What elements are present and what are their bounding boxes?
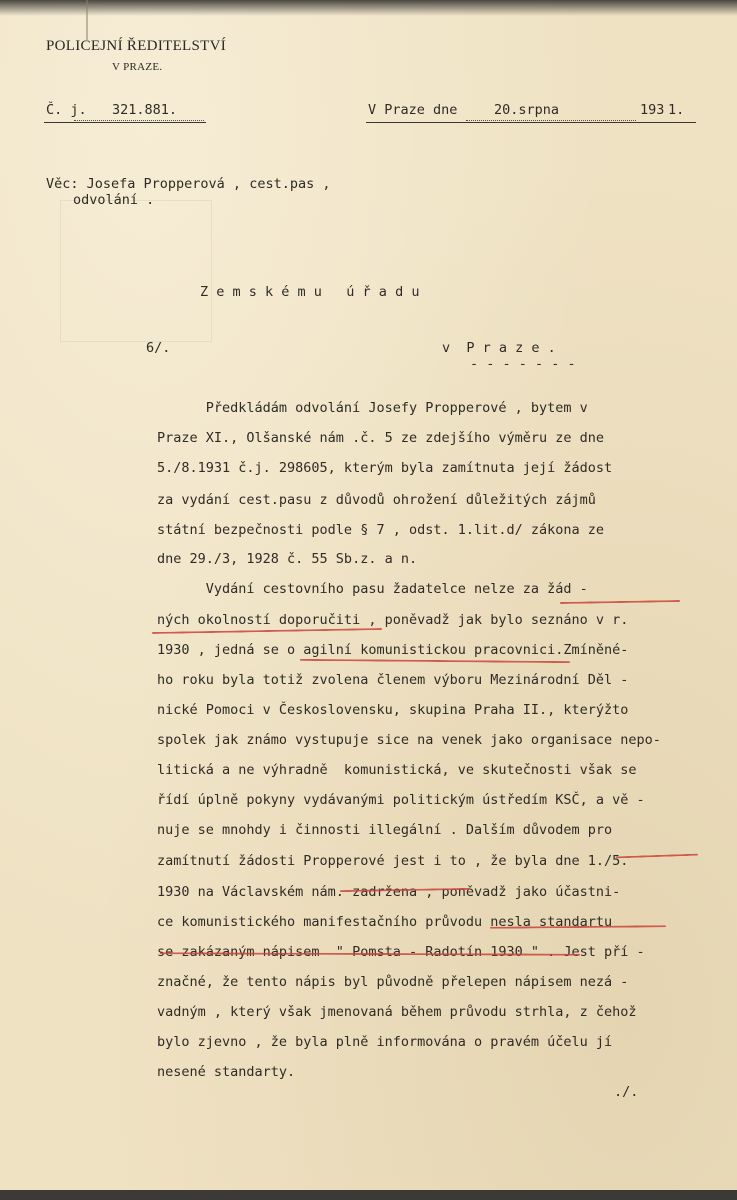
body-text-line: ho roku byla totiž zvolena členem výboru Mezinárodní Děl - [157,672,629,688]
body-text-line: dne 29./3, 1928 č. 55 Sb.z. a n. [157,551,418,567]
body-text-line: značné, že tento nápis byl původně přelepen nápisem nezá - [157,974,629,990]
body-text-line: 1930 na Václavském nám. zadržena , poněvadž jako účastni- [157,884,621,900]
addressee-name: Z e m s k é m u ú ř a d u [200,284,420,300]
page-top-shadow [0,0,737,16]
body-text-line: nické Pomoci v Československu, skupina Praha II., kterýžto [157,702,629,718]
page-continuation-mark: ./. [614,1084,639,1100]
red-underline [560,600,680,604]
faded-stamp-mark [60,200,212,342]
addressee-city-dashes: - - - - - - - [470,356,576,372]
body-text-line: Předkládám odvolání Josefy Propperové , bytem v [157,400,588,416]
body-text-line: 5./8.1931 č.j. 298605, kterým byla zamítnuta její žádost [157,460,613,476]
body-text-line: nesené standarty. [157,1064,296,1080]
reference-underline [44,122,206,123]
body-text-line: bylo zjevno , že byla plně informována o pravém účelu jí [157,1034,613,1050]
body-text-line: státní bezpečnosti podle § 7 , odst. 1.lit.d/ zákona ze [157,522,605,538]
reference-number: 321.881. [112,102,178,118]
body-text-line: Praze XI., Olšanské nám .č. 5 ze zdejšího výměru ze dne [157,430,605,446]
reference-prefix: Č. j. [46,102,87,118]
body-text-line: zamítnutí žádosti Propperové jest i to , že byla dne 1./5. [157,853,629,869]
red-underline [152,628,382,634]
body-text-line: ných okolností doporučiti , poněvadž jak bylo seznáno v r. [157,612,629,628]
body-text-line: nuje se mnohdy i činnosti illegální . Dalším důvodem pro [157,822,613,838]
date-place-label: V Praze dne [368,102,458,118]
reference-dotted-line [74,120,204,121]
date-underline [366,122,696,123]
office-heading: POLICEJNÍ ŘEDITELSTVÍ [46,38,227,54]
date-dotted-line [466,120,636,121]
date-day-month: 20.srpna [494,102,560,118]
body-text-line: spolek jak známo vystupuje sice na venek jako organisace nepo- [157,732,661,748]
office-city: V PRAZE. [112,61,163,73]
body-text-line: za vydání cest.pasu z důvodů ohrožení důležitých zájmů [157,492,596,508]
page-bottom-edge [0,1190,737,1200]
body-text-line: 1930 , jedná se o agilní komunistickou pracovnici.Zmíněné- [157,642,629,658]
date-year-suffix: 1. [668,102,685,118]
date-year-prefix: 193 [640,102,665,118]
body-text-line: Vydání cestovního pasu žadatelce nelze za žád - [157,581,588,597]
body-text-line: vadným , který však jmenovaná během průvodu strhla, z čehož [157,1004,637,1020]
body-text-line: ce komunistického manifestačního průvodu nesla standartu [157,914,613,930]
body-text-line: litická a ne výhradně komunistická, ve skutečnosti však se [157,762,637,778]
subject-line-1: Věc: Josefa Propperová , cest.pas , [46,176,331,192]
body-text-line: řídí úplně pokyny vydávanými politickým ústředím KSČ, a vě - [157,792,645,808]
paper-tear-mark [86,0,88,40]
red-underline [300,659,570,663]
body-text-line: se zakázaným nápisem " Pomsta - Radotín 1930 " . Jest pří - [157,944,645,960]
subject-line-2: odvolání . [73,192,155,208]
addressee-number: 6/. [146,340,171,356]
addressee-city: v P r a z e . [442,340,556,356]
